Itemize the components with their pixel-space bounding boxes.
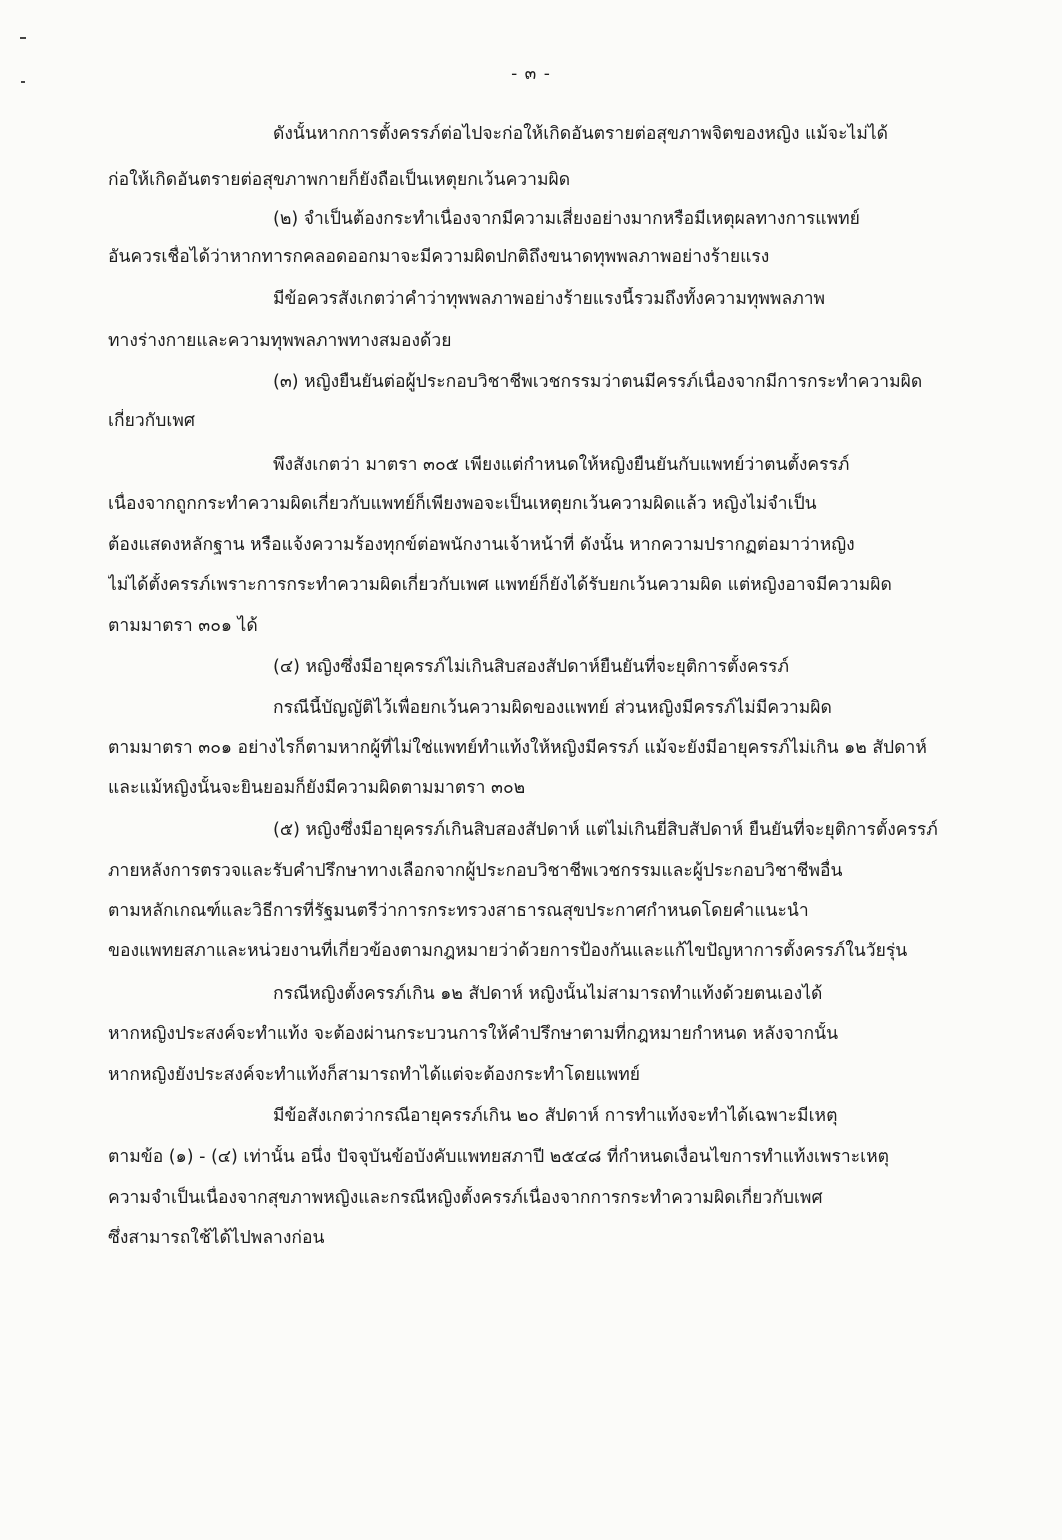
text-line: ตามมาตรา ๓๐๑ อย่างไรก็ตามหากผู้ที่ไม่ใช่แพทย์ทำแท้งให้หญิงมีครรภ์ แม้จะยังมีอายุครรภ์ไม่เกิน ๑๒ สัปดาห์ — [108, 738, 927, 758]
text-line: ของแพทยสภาและหน่วยงานที่เกี่ยวข้องตามกฎหมายว่าด้วยการป้องกันและแก้ไขปัญหาการตั้งครรภ์ในวัยรุ่น — [108, 941, 908, 961]
text-line: ต้องแสดงหลักฐาน หรือแจ้งความร้องทุกข์ต่อพนักงานเจ้าหน้าที่ ดังนั้น หากความปรากฏต่อมาว่าหญิง — [108, 535, 855, 555]
page-number: - ๓ - — [511, 64, 551, 84]
text-line: ซึ่งสามารถใช้ได้ไปพลางก่อน — [108, 1228, 325, 1248]
text-line: เกี่ยวกับเพศ — [108, 411, 195, 431]
scan-mark — [20, 37, 26, 39]
text-line: ก่อให้เกิดอันตรายต่อสุขภาพกายก็ยังถือเป็นเหตุยกเว้นความผิด — [108, 170, 571, 190]
text-line: และแม้หญิงนั้นจะยินยอมก็ยังมีความผิดตามมาตรา ๓๐๒ — [108, 778, 526, 798]
text-line: ตามมาตรา ๓๐๑ ได้ — [108, 616, 258, 636]
text-line: ภายหลังการตรวจและรับคำปรึกษาทางเลือกจากผู้ประกอบวิชาชีพเวชกรรมและผู้ประกอบวิชาชีพอื่น — [108, 861, 843, 881]
text-line: อันควรเชื่อได้ว่าหากทารกคลอดออกมาจะมีความผิดปกติถึงขนาดทุพพลภาพอย่างร้ายแรง — [108, 247, 770, 267]
text-line: (๕) หญิงซึ่งมีอายุครรภ์เกินสิบสองสัปดาห์ แต่ไม่เกินยี่สิบสัปดาห์ ยืนยันที่จะยุติการตั้งครรภ์ — [273, 820, 938, 840]
text-line: เนื่องจากถูกกระทำความผิดเกี่ยวกับแพทย์ก็เพียงพอจะเป็นเหตุยกเว้นความผิดแล้ว หญิงไม่จำเป็น — [108, 494, 817, 514]
text-line: มีข้อควรสังเกตว่าคำว่าทุพพลภาพอย่างร้ายแรงนี้รวมถึงทั้งความทุพพลภาพ — [273, 289, 826, 309]
text-line: กรณีหญิงตั้งครรภ์เกิน ๑๒ สัปดาห์ หญิงนั้นไม่สามารถทำแท้งด้วยตนเองได้ — [273, 984, 823, 1004]
text-line: ความจำเป็นเนื่องจากสุขภาพหญิงและกรณีหญิงตั้งครรภ์เนื่องจากการกระทำความผิดเกี่ยวกับเพศ — [108, 1188, 823, 1208]
text-line: หากหญิงประสงค์จะทำแท้ง จะต้องผ่านกระบวนการให้คำปรึกษาตามที่กฎหมายกำหนด หลังจากนั้น — [108, 1024, 839, 1044]
text-line: ตามข้อ (๑) - (๔) เท่านั้น อนึ่ง ปัจจุบันข้อบังคับแพทยสภาปี ๒๕๔๘ ที่กำหนดเงื่อนไขการทำแท้งเพราะเหตุ — [108, 1147, 890, 1167]
text-line: หากหญิงยังประสงค์จะทำแท้งก็สามารถทำได้แต่จะต้องกระทำโดยแพทย์ — [108, 1065, 641, 1085]
text-line: ตามหลักเกณฑ์และวิธีการที่รัฐมนตรีว่าการกระทรวงสาธารณสุขประกาศกำหนดโดยคำแนะนำ — [108, 901, 809, 921]
text-line: (๒) จำเป็นต้องกระทำเนื่องจากมีความเสี่ยงอย่างมากหรือมีเหตุผลทางการแพทย์ — [273, 209, 860, 229]
text-line: ดังนั้นหากการตั้งครรภ์ต่อไปจะก่อให้เกิดอันตรายต่อสุขภาพจิตของหญิง แม้จะไม่ได้ — [273, 124, 889, 144]
text-line: กรณีนี้บัญญัติไว้เพื่อยกเว้นความผิดของแพทย์ ส่วนหญิงมีครรภ์ไม่มีความผิด — [273, 698, 832, 718]
text-line: (๓) หญิงยืนยันต่อผู้ประกอบวิชาชีพเวชกรรมว่าตนมีครรภ์เนื่องจากมีการกระทำความผิด — [273, 372, 923, 392]
text-line: พึงสังเกตว่า มาตรา ๓๐๕ เพียงแต่กำหนดให้หญิงยืนยันกับแพทย์ว่าตนตั้งครรภ์ — [273, 455, 850, 475]
text-line: ทางร่างกายและความทุพพลภาพทางสมองด้วย — [108, 331, 452, 351]
text-line: (๔) หญิงซึ่งมีอายุครรภ์ไม่เกินสิบสองสัปดาห์ยืนยันที่จะยุติการตั้งครรภ์ — [273, 657, 789, 677]
text-line: มีข้อสังเกตว่ากรณีอายุครรภ์เกิน ๒๐ สัปดาห์ การทำแท้งจะทำได้เฉพาะมีเหตุ — [273, 1106, 838, 1126]
text-line: ไม่ได้ตั้งครรภ์เพราะการกระทำความผิดเกี่ยวกับเพศ แพทย์ก็ยังได้รับยกเว้นความผิด แต่หญิงอาจมีความผิด — [108, 575, 892, 595]
